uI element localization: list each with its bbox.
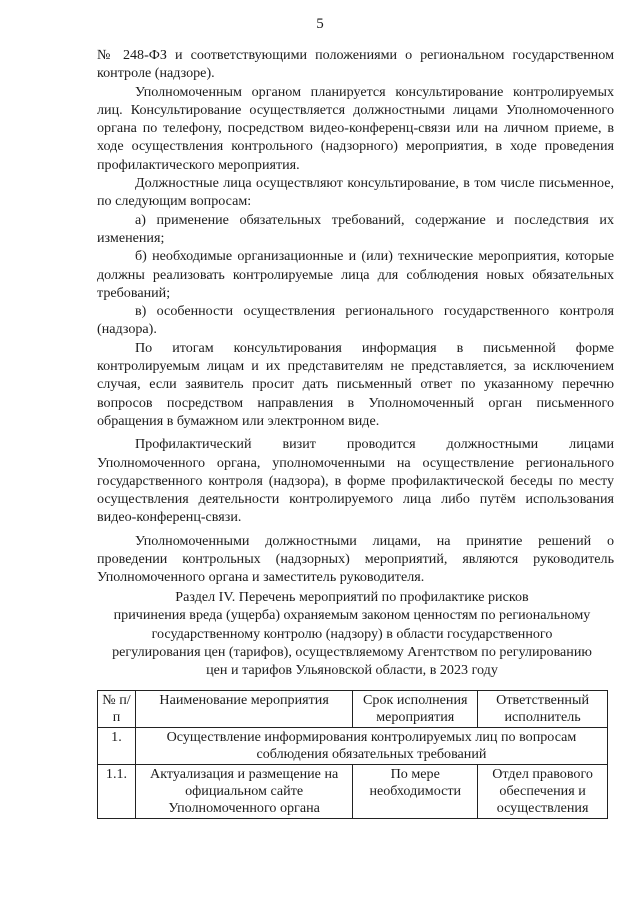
document-body: [97, 46, 614, 587]
paragraph-authorized-officials: Уполномоченными должностными лицами, на принятие решений о проведении контрольных (надзорных) мероприятий, являются руководитель Уполномоченного органа и заместитель руководителя.: [97, 532, 614, 586]
header-term: Срок исполнения мероприятия: [353, 691, 478, 728]
table-header-row: [98, 691, 608, 728]
header-measure-name: Наименование мероприятия: [135, 691, 352, 728]
group-title: Осуществление информирования контролируемых лиц по вопросам соблюдения обязательных требований: [135, 728, 607, 765]
paragraph-law-reference: № 248-ФЗ и соответствующими положениями о региональном государственном контроле (надзоре).: [97, 47, 614, 82]
table-group-row: [98, 728, 608, 765]
row-number: 1.1.: [98, 765, 136, 819]
header-executor: Ответственный исполнитель: [478, 691, 608, 728]
measures-table: [97, 690, 608, 819]
section-title: [88, 588, 616, 679]
row-term: По мере необходимости: [353, 765, 478, 819]
section-title-line: причинения вреда (ущерба) охраняемым законом ценностям по региональному: [113, 607, 591, 624]
paragraph-written-answer: По итогам консультирования информация в письменной форме контролируемым лицам и их представителям не представляется, за исключением случая, если заявитель просит дать письменный ответ по указанному перечню вопросов посредством направления в Уполномоченный орган письменного обращения в бумажном или электронном виде.: [97, 339, 614, 429]
section-title-line: Раздел IV. Перечень мероприятий по профилактике рисков: [175, 589, 529, 605]
section-title-line: регулирования цен (тарифов), осуществляемому Агентством по регулированию: [112, 643, 592, 660]
section-title-line: государственному контролю (надзору) в области государственного: [151, 625, 553, 642]
row-measure-name: Актуализация и размещение на официальном сайте Уполномоченного органа: [135, 765, 352, 819]
table-row: [98, 765, 608, 819]
row-executor: Отдел правового обеспечения и осуществления: [478, 765, 608, 819]
list-item-c: в) особенности осуществления регионального государственного контроля (надзора).: [97, 303, 614, 338]
group-number: 1.: [98, 728, 136, 765]
list-item-b: б) необходимые организационные и (или) технические мероприятия, которые должны реализовать контролируемые лица для соблюдения новых обязательных требований;: [97, 248, 614, 301]
header-number: № п/п: [98, 691, 136, 728]
paragraph-consulting: Уполномоченным органом планируется консультирование контролируемых лиц. Консультирование осуществляется должностными лицами Уполномоченного органа по телефону, посредством видео-конференц-связи или на личном приеме, в ходе осуществления контрольного (надзорного) мероприятия, в ходе проведения профилактического мероприятия.: [97, 83, 614, 173]
paragraph-preventive-visit: Профилактический визит проводится должностными лицами Уполномоченного органа, уполномоченными на осуществление регионального государственного контроля (надзора), в форме профилактической беседы по месту осуществления деятельности контролируемого лица либо путём использования видео-конференц-связи.: [97, 436, 614, 526]
paragraph-consulting-questions: Должностные лица осуществляют консультирование, в том числе письменное, по следующим вопросам:: [97, 175, 614, 210]
list-item-a: а) применение обязательных требований, содержание и последствия их изменения;: [97, 211, 614, 246]
section-title-line: цен и тарифов Ульяновской области, в 2023 году: [206, 662, 498, 679]
page-number: 5: [316, 16, 324, 32]
